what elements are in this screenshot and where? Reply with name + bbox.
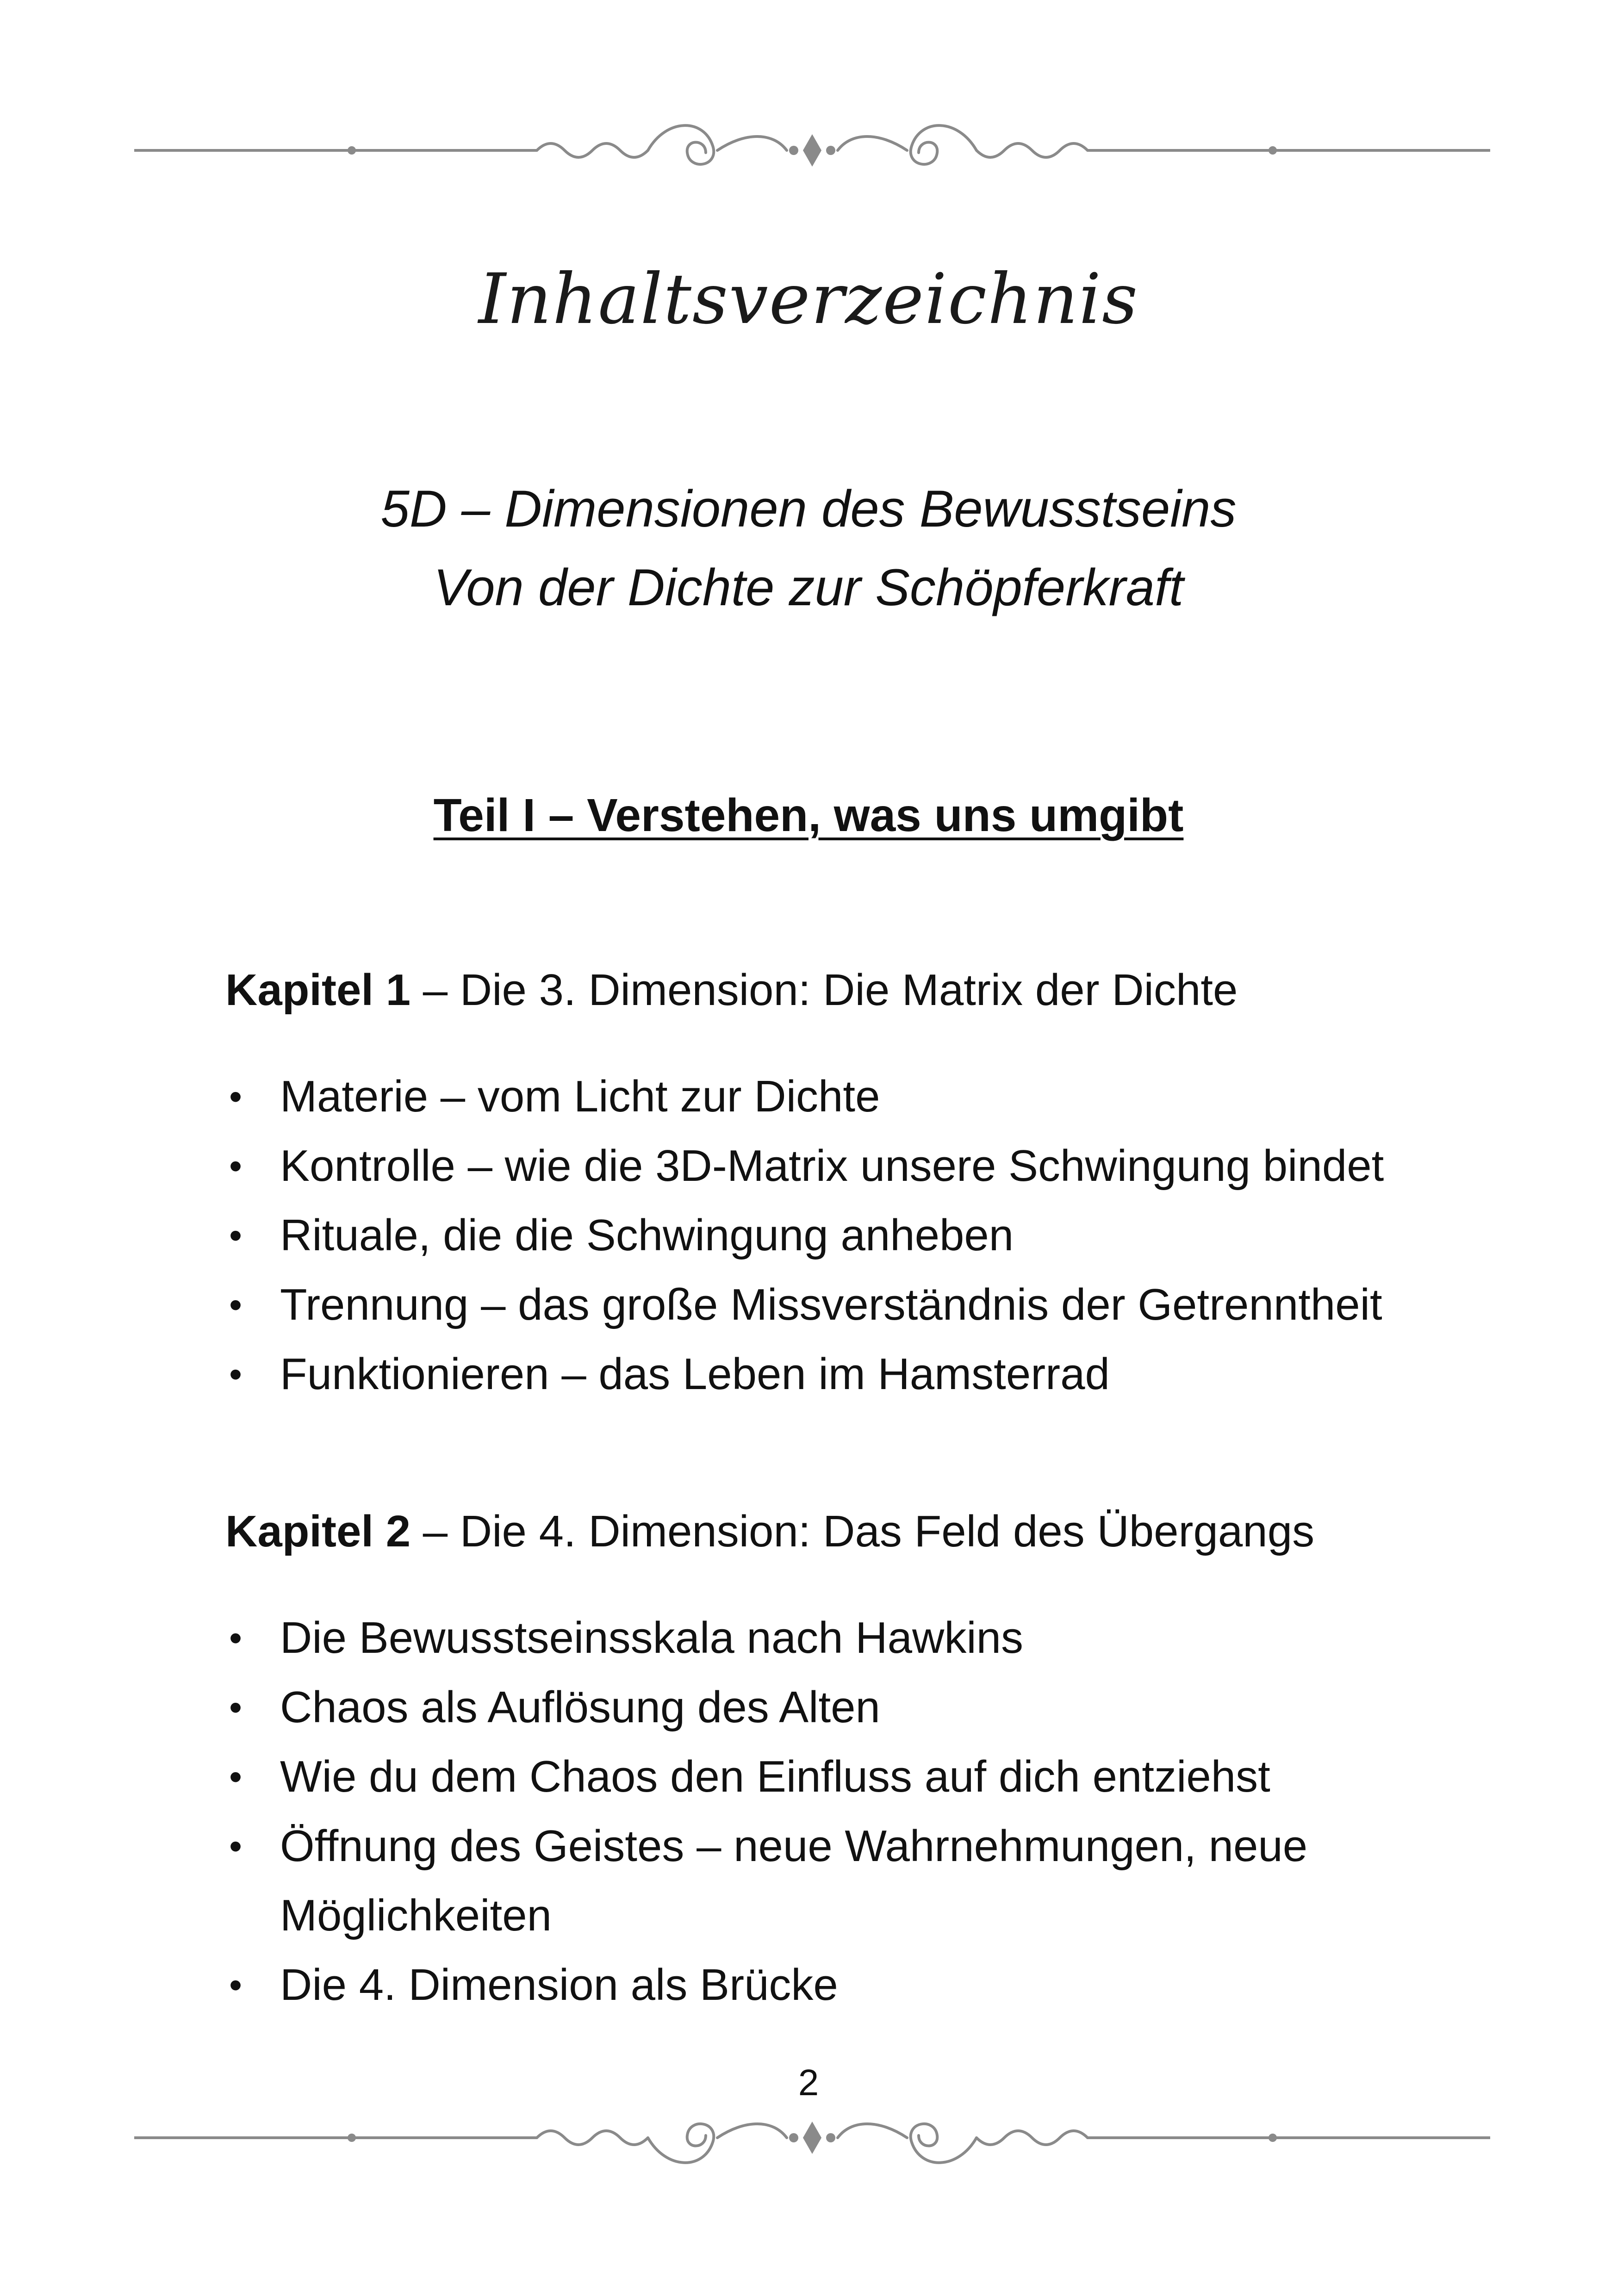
chapter-1-heading [225, 965, 1238, 1016]
topic-text: Öffnung des Geistes – neue Wahrnehmungen, neue [280, 1821, 1308, 1871]
page-title: Inhaltsverzeichnis [478, 259, 1139, 340]
bullet-icon: • [229, 1964, 243, 2005]
bullet-icon: • [229, 1353, 243, 1395]
page-number: 2 [798, 2062, 819, 2103]
top-ornament [134, 116, 1490, 185]
list-item [225, 1603, 1512, 1673]
list-item [225, 1201, 1512, 1270]
topic-text: Materie – vom Licht zur Dichte [280, 1072, 880, 1121]
bottom-ornament [134, 2103, 1490, 2172]
book-subtitle-line-2: Von der Dichte zur Schöpferkraft [433, 558, 1184, 616]
list-item [225, 1131, 1512, 1201]
topic-text: Kontrolle – wie die 3D-Matrix unsere Schwingung bindet [280, 1141, 1384, 1191]
list-item [225, 1950, 1512, 2020]
list-item [225, 1742, 1512, 1812]
chapter-2-heading [225, 1506, 1314, 1557]
bullet-icon: • [229, 1825, 243, 1867]
bullet-icon: • [229, 1284, 243, 1325]
topic-text: Rituale, die die Schwingung anheben [280, 1210, 1014, 1260]
bullet-icon: • [229, 1756, 243, 1797]
chapter-title: – Die 4. Dimension: Das Feld des Übergangs [410, 1507, 1315, 1556]
topic-text: Chaos als Auflösung des Alten [280, 1682, 880, 1732]
topic-text: Die Bewusstseinsskala nach Hawkins [280, 1613, 1024, 1663]
topic-text: Möglichkeiten [280, 1891, 552, 1940]
topic-text: Funktionieren – das Leben im Hamsterrad [280, 1349, 1110, 1399]
list-item [225, 1270, 1512, 1340]
topic-text: Wie du dem Chaos den Einfluss auf dich entziehst [280, 1752, 1270, 1801]
bullet-icon: • [229, 1215, 243, 1256]
book-subtitle-line-1: 5D – Dimensionen des Bewusstseins [380, 480, 1237, 538]
list-item [225, 1062, 1512, 1131]
chapter-title: – Die 3. Dimension: Die Matrix der Dichte [410, 965, 1238, 1015]
topic-text: Trennung – das große Missverständnis der Getrenntheit [280, 1280, 1382, 1329]
chapter-label: Kapitel 2 [225, 1507, 411, 1556]
chapter-2-topics [225, 1603, 1512, 2020]
part-heading: Teil I – Verstehen, was uns umgibt [433, 789, 1184, 841]
list-item-continuation [225, 1881, 1512, 1950]
list-item [225, 1673, 1512, 1742]
topic-text: Die 4. Dimension als Brücke [280, 1960, 838, 2010]
list-item [225, 1812, 1512, 1881]
bullet-icon: • [229, 1617, 243, 1658]
list-item [225, 1340, 1512, 1409]
bullet-icon: • [229, 1687, 243, 1728]
chapter-1-topics [225, 1062, 1512, 1409]
bullet-icon: • [229, 1076, 243, 1117]
bullet-icon: • [229, 1145, 243, 1186]
chapter-label: Kapitel 1 [225, 965, 411, 1015]
